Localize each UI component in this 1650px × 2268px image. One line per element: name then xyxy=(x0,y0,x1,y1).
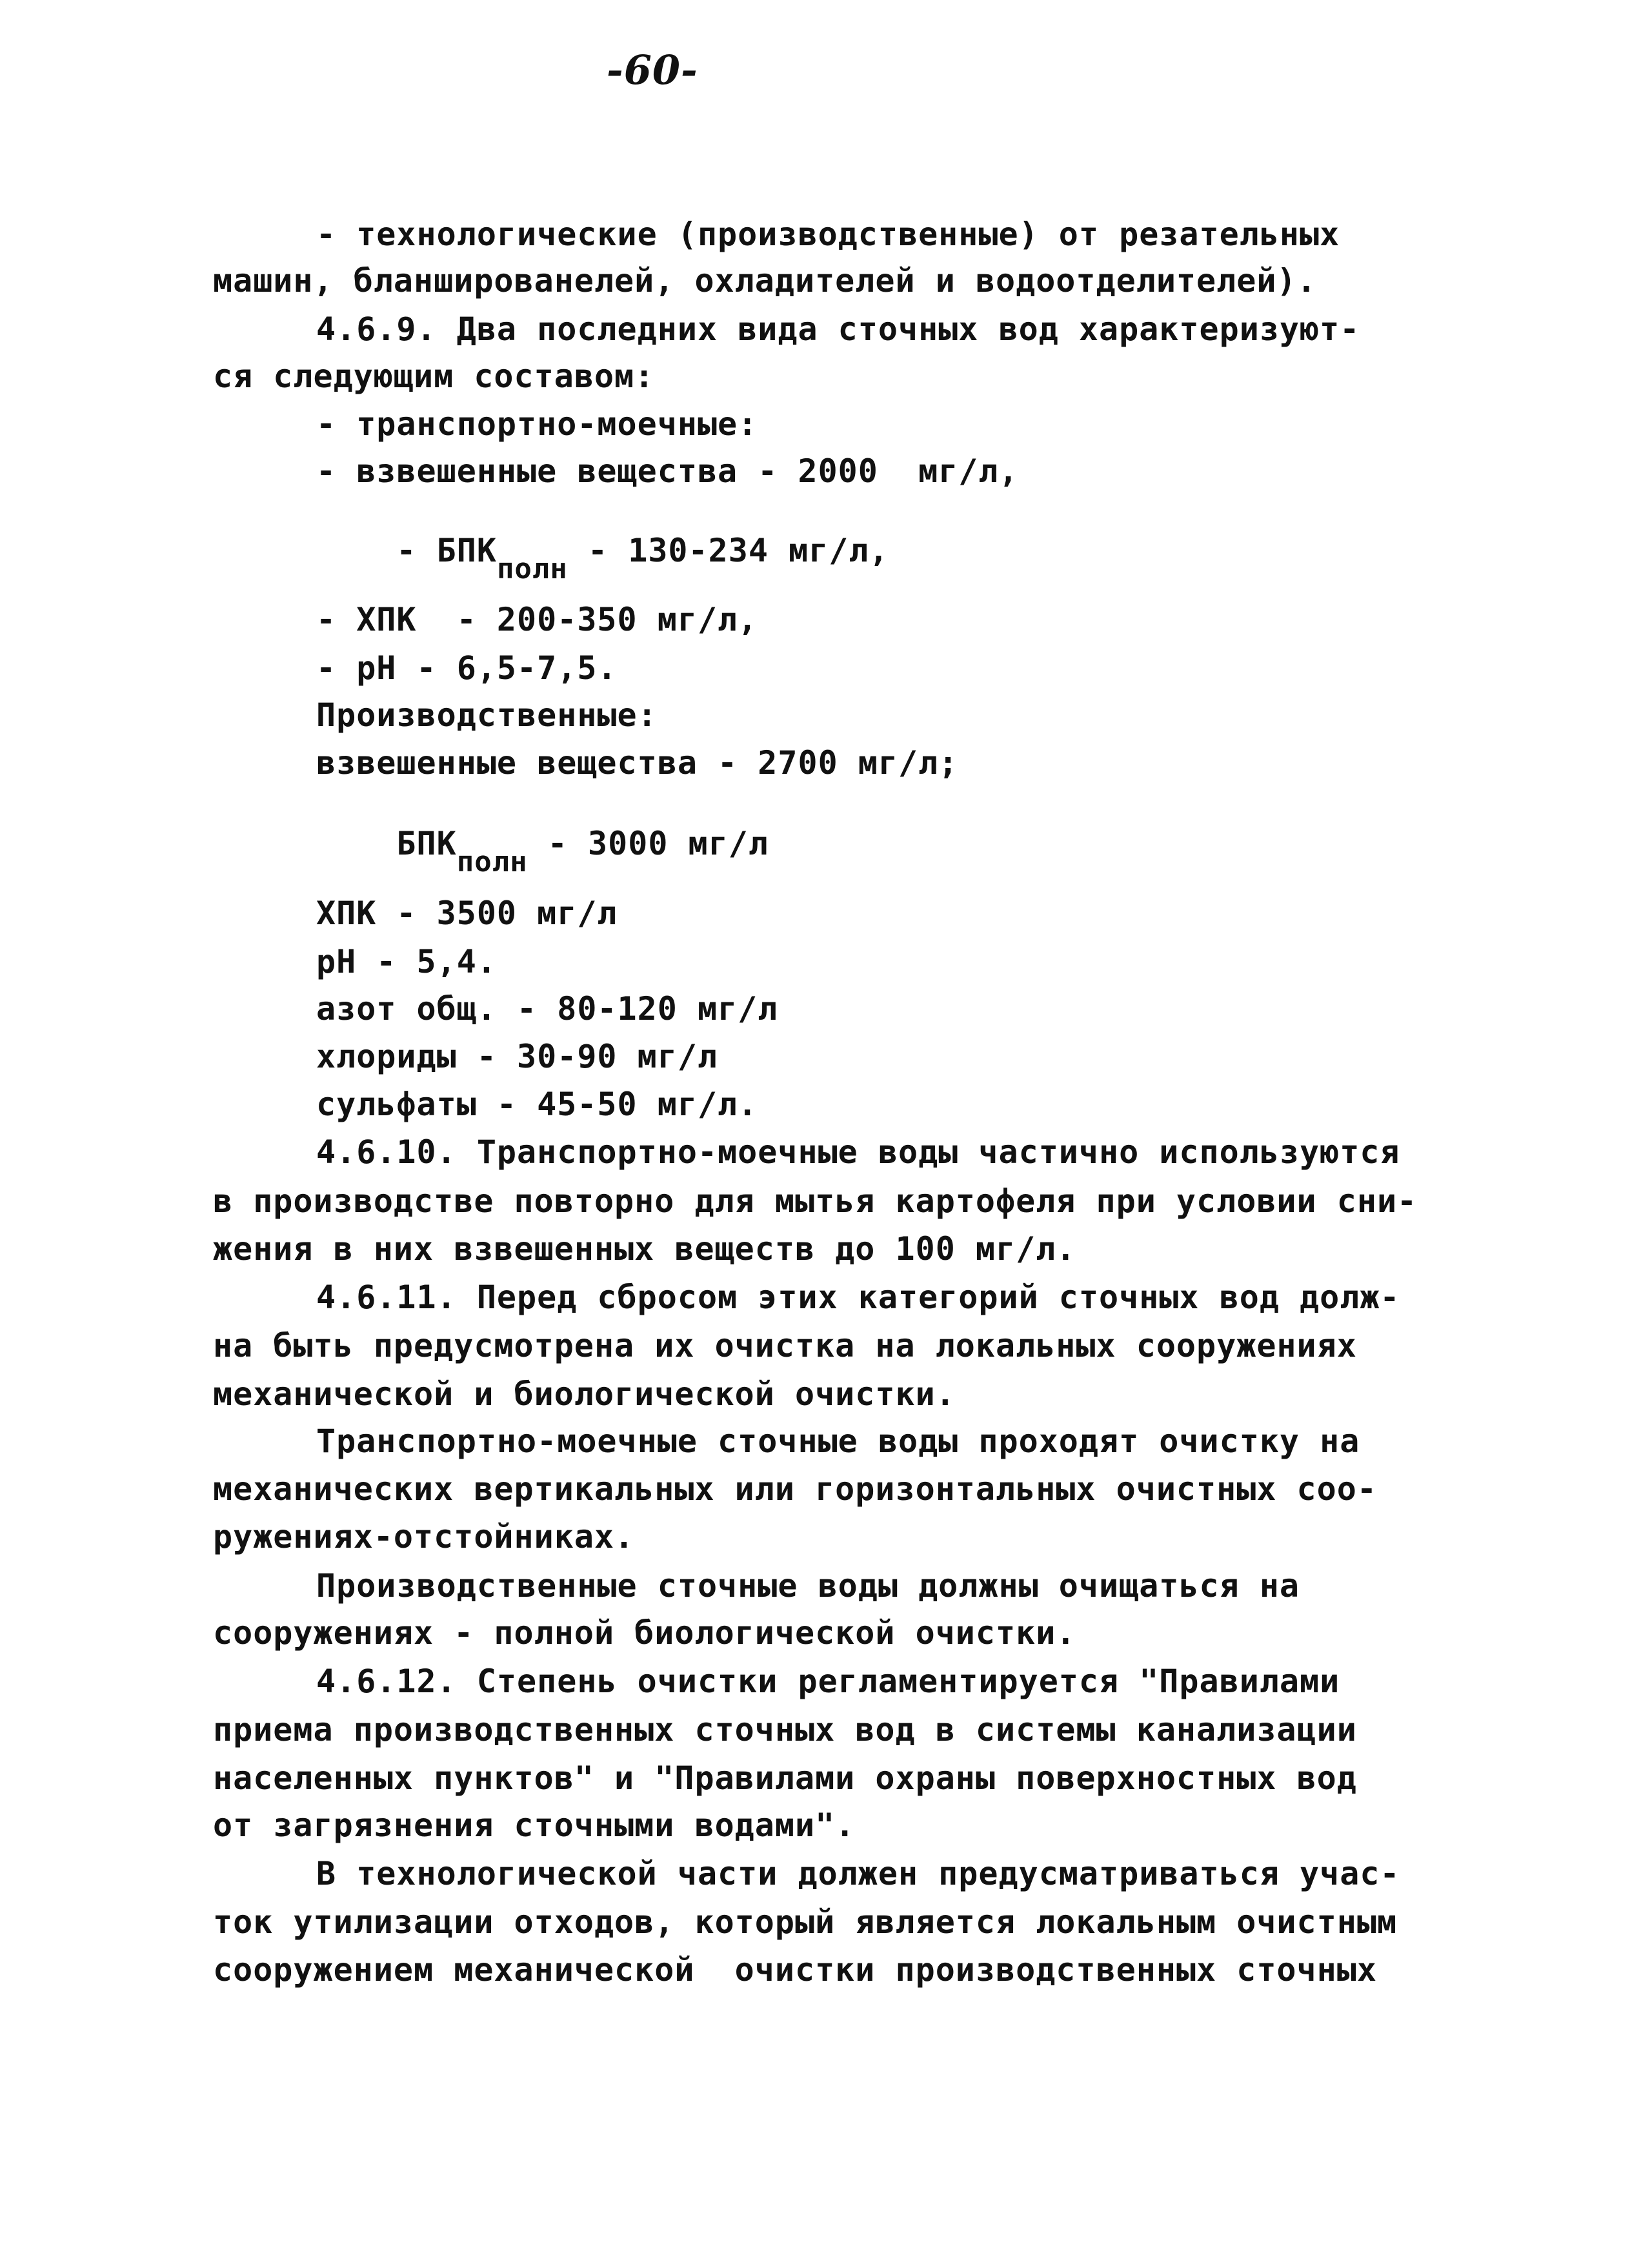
bpk-line xyxy=(316,795,769,892)
bpk-value: - 130-234 мг/л, xyxy=(567,532,889,569)
text-line: сульфаты - 45-50 мг/л. xyxy=(316,1086,758,1123)
bpk-subscript: полн xyxy=(496,552,568,585)
text-line: ружениях-отстойниках. xyxy=(213,1518,635,1555)
text-line: азот общ. - 80-120 мг/л xyxy=(316,990,778,1028)
text-line: Производственные сточные воды должны очищаться на xyxy=(316,1567,1300,1605)
text-line: хлориды - 30-90 мг/л xyxy=(316,1038,718,1075)
bpk-label: БПК xyxy=(396,825,457,862)
text-line: в производстве повторно для мытья картофеля при условии сни- xyxy=(213,1182,1418,1220)
text-line: сооружениях - полной биологической очистки. xyxy=(213,1614,1076,1652)
text-line: ток утилизации отходов, который является локальным очистным xyxy=(213,1903,1398,1941)
text-line: на быть предусмотрена их очистка на локальных сооружениях xyxy=(213,1327,1357,1364)
bpk-value: - 3000 мг/л xyxy=(527,825,769,862)
text-line: 4.6.12. Степень очистки регламентируется "Правилами xyxy=(316,1663,1340,1700)
text-line: 4.6.10. Транспортно-моечные воды частично используются xyxy=(316,1133,1400,1171)
text-line: от загрязнения сточными водами". xyxy=(213,1807,856,1844)
text-line: взвешенные вещества - 2700 мг/л; xyxy=(316,744,959,782)
text-line: Транспортно-моечные сточные воды проходят очистку на xyxy=(316,1423,1360,1460)
text-line: приема производственных сточных вод в системы канализации xyxy=(213,1711,1357,1748)
text-line: рН - 5,4. xyxy=(316,943,497,980)
bpk-label: - БПК xyxy=(396,532,497,569)
text-line: - транспортно-моечные: xyxy=(316,405,758,443)
text-line: сооружением механической очистки производственных сточных xyxy=(213,1951,1377,1989)
text-line: механических вертикальных или горизонтальных очистных соо- xyxy=(213,1470,1377,1508)
text-line: механической и биологической очистки. xyxy=(213,1375,956,1413)
text-line: населенных пунктов" и "Правилами охраны поверхностных вод xyxy=(213,1759,1357,1797)
text-line: машин, бланшированелей, охладителей и водоотделителей). xyxy=(213,262,1317,299)
bpk-line xyxy=(316,502,889,599)
page-number: -60- xyxy=(607,46,698,94)
bpk-subscript: полн xyxy=(456,845,528,878)
text-line: ХПК - 3500 мг/л xyxy=(316,895,618,932)
text-line: - технологические (производственные) от резательных xyxy=(316,216,1340,253)
text-line: 4.6.9. Два последних вида сточных вод характеризуют- xyxy=(316,310,1360,348)
text-line: - ХПК - 200-350 мг/л, xyxy=(316,601,758,638)
text-line: ся следующим составом: xyxy=(213,358,655,395)
text-line: Производственные: xyxy=(316,696,658,734)
text-line: 4.6.11. Перед сбросом этих категорий сточных вод долж- xyxy=(316,1279,1400,1316)
text-line: - взвешенные вещества - 2000 мг/л, xyxy=(316,452,1019,490)
text-line: жения в них взвешенных веществ до 100 мг/л. xyxy=(213,1230,1076,1268)
text-line: - рН - 6,5-7,5. xyxy=(316,649,618,687)
text-line: В технологической части должен предусматриваться учас- xyxy=(316,1855,1400,1892)
